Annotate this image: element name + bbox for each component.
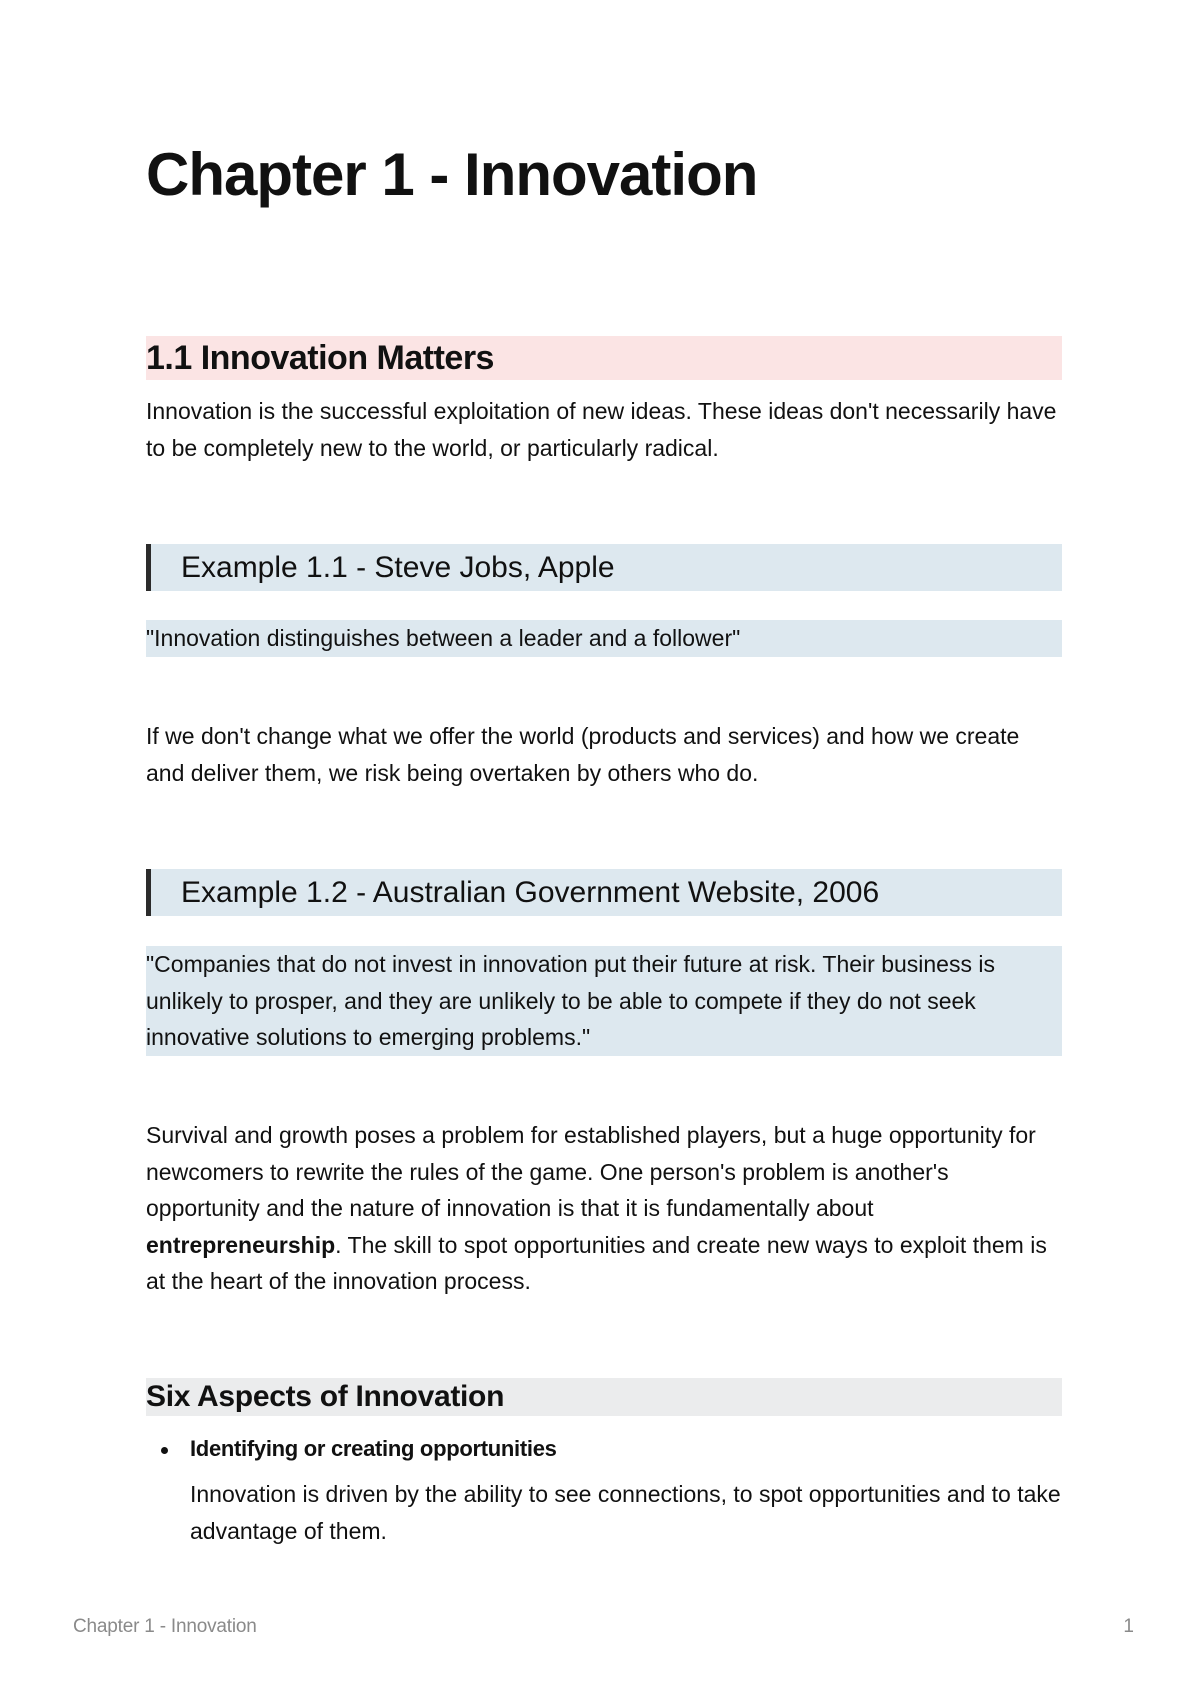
intro-paragraph: Innovation is the successful exploitation of new ideas. These ideas don't necessarily have to be completely new to the world, or particularly radical. xyxy=(146,398,1057,461)
aspect-title: Identifying or creating opportunities xyxy=(190,1436,557,1461)
aspects-list xyxy=(146,1430,1062,1549)
section-heading-innovation-matters: 1.1 Innovation Matters xyxy=(146,336,1062,380)
quote-australian-government: "Companies that do not invest in innovation put their future at risk. Their business is unlikely to prosper, and they are unlikely to be able to compete if they do not seek innovative solutions to emerging problems." xyxy=(146,946,1062,1056)
entrepreneurship-paragraph xyxy=(146,1117,1062,1300)
quote-steve-jobs: "Innovation distinguishes between a leader and a follower" xyxy=(146,620,1062,657)
entrepreneurship-term: entrepreneurship xyxy=(146,1231,336,1258)
bullet-icon xyxy=(161,1447,168,1454)
section-heading-six-aspects: Six Aspects of Innovation xyxy=(146,1378,1062,1416)
chapter-title: Chapter 1 - Innovation xyxy=(146,141,758,208)
example-heading-australian-government: Example 1.2 - Australian Government Website, 2006 xyxy=(146,869,1062,916)
aspect-description: Innovation is driven by the ability to see connections, to spot opportunities and to take advantage of them. xyxy=(190,1481,1061,1544)
list-item xyxy=(146,1430,1062,1549)
paragraph-text-start: Survival and growth poses a problem for established players, but a huge opportunity for newcomers to rewrite the rules of the game. One person's problem is another's opportunity and the nature of innovation is that it is fundamentally about xyxy=(146,1122,1036,1221)
overtaken-paragraph: If we don't change what we offer the world (products and services) and how we create and deliver them, we risk being overtaken by others who do. xyxy=(146,723,1020,786)
example-heading-steve-jobs: Example 1.1 - Steve Jobs, Apple xyxy=(146,544,1062,591)
footer-page-number: 1 xyxy=(1123,1616,1134,1637)
paragraph-text-end: . The skill to spot opportunities and create new ways to exploit them is at the heart of the innovation process. xyxy=(146,1231,1047,1294)
footer-chapter-title: Chapter 1 - Innovation xyxy=(73,1616,257,1637)
